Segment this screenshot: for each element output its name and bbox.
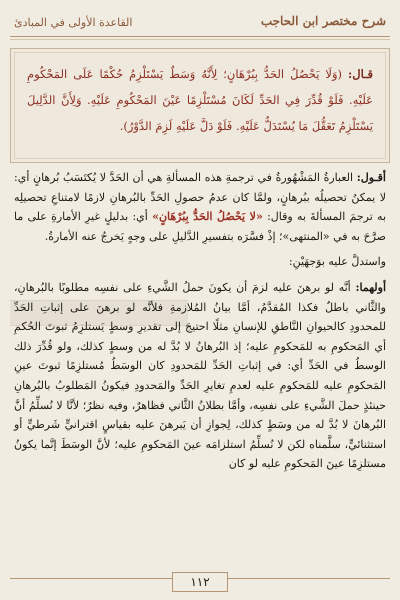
matn-frame (10, 48, 390, 163)
matn-line-1: (وَلَا يَحْصُلُ الحَدُّ بِبُرْهَانٍ؛ لِأَنَّهُ وَسَطٌ يَسْتَلْزِمُ حُكْمًا عَلَى (73, 67, 343, 81)
commentary-text (14, 168, 386, 474)
matn-line-3: وَلِأَنَّ الدَّلِيلَ يَسْتَلْزِمُ تَعَقُّلَ مَا يُسْتَدَلُّ عَلَيْهِ. فَلَوْ دَلَّ عَلَيْهِ لَزِمَ الدَّوْرُ). (27, 93, 373, 133)
running-header (10, 8, 390, 44)
matn-text (27, 61, 373, 139)
awwaluhuma-label: أولهما: (355, 280, 386, 294)
page-number: ١١٢ (172, 572, 228, 592)
paragraph-1a: العبارةُ المَشْهُورةُ في ترجمةِ هذه المسألةِ هي أن الحَدَّ لا يُكتَسَبُ بُرهانٍ أي: لا يمكنُ تحصيلُه ببُرهانٍ، ولمَّا كان عدمُ حصولِ الحَدِّ بالبُرهانِ لازمًا لامتناعِ تحصيلِه به ترجمَ المسألةَ به وقال: (14, 171, 387, 224)
book-title: شرح مختصر ابن الحاجب (260, 14, 386, 28)
matn-label: قـال: (348, 67, 374, 81)
paragraph-awwaluhuma (14, 278, 386, 474)
paragraph-2: واستدلَّ عليه بوَجهَيْنِ: (288, 255, 386, 269)
matn-line-2: المَحْكُومِ عَلَيْهِ. فَلَوْ قُدِّرَ فِي الحَدِّ لَكَانَ مُسْتَلْزِمًا عَيْنَ المَحْكُومِ عَلَيْهِ. (27, 67, 374, 107)
matn-quote: «لا يَحْصُلُ الحَدُّ بِبُرْهَانٍ» (152, 210, 263, 224)
section-title: القاعدة الأولى في المبادئ (14, 16, 133, 29)
paragraph-1b: أي: بدليلٍ غيرِ الأمارةِ على ما صرَّحَ به في «المنتهى»؛ إذْ فسَّرَه بتفسيرِ الدَّليلِ على وجهٍ يَخرجُ عنه الأمارةُ. (14, 210, 386, 243)
paragraph-aqulu (14, 168, 386, 246)
paragraph-3: أنَّه لو برهنَ عليه لزمَ أن يكونَ حملُ الشَّيءِ على نفسِه مطلوبًا بالبُرهانِ، والثَّاني باطلٌ فكذا المُقدَّمُ، أمَّا بيانُ المُلازمةِ فلأنَّه لو برهنَ على إثباتِ الحَدِّ للمحدودِ كالحيوانِ النَّاطقِ للإنسانِ مثلًا احتيجَ إلى تقديرِ وسطٍ يَستلزِمُ ثبوتَ الحُكمِ أي المَحكومِ به للمَحكومِ عليه؛ إذ البُرهانُ لا بُدَّ له من وسطٍ كذلك، ولو قُدِّرَ ذلك الوسطُ في الحَدِّ أي: في إثباتِ الحَدِّ للمَحدودِ كان الوسَطُ مُستلزِمًا ثبوتَ عينِ المَحكومِ عليه للمَحكومِ عليه لعدمِ تغايرِ الحَدِّ والمَحدودِ فيكونُ المَطلوبُ بالبُرهانِ حينئذٍ حملَ الشَّيءِ على نفسِه، وأمَّا بطلانُ الثَّاني فظاهرٌ، وفيه نظرٌ؛ لأنَّا لا نُسلِّمُ أنَّ البُرهانَ لا بُدَّ له من وسَطٍ كذلك، لِجوازِ أن يَبرهنَ عليه بقياسٍ اقترانيٍّ شَرطيٍّ أو استثنائيٍّ، سلَّمناه لكن لا نُسلِّمُ استلزامَه عينَ المَحكومِ عليه؛ لأنَّ الوسَطَ إنَّما يكونُ مستلزِمًا عينَ المَحكومِ عليه لو كان (14, 280, 386, 471)
header-rule-thin (10, 39, 390, 40)
aqulu-label: أقـول: (356, 171, 386, 184)
header-rule (10, 36, 390, 37)
